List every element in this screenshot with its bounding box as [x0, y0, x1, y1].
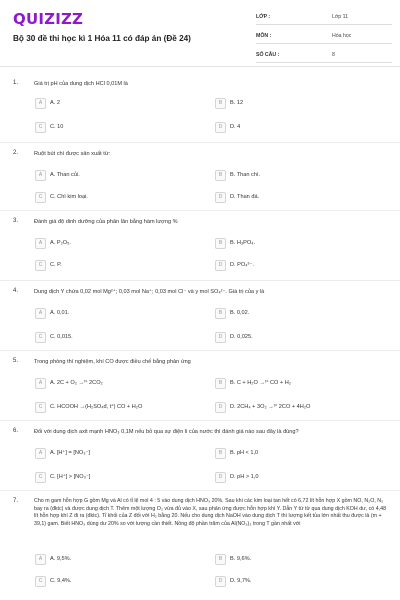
question-text: Đối với dung dịch axit mạnh HNO₃ 0,1M nếu bỏ qua sự điện li của nước thì đánh giá nào sau đây là đúng?: [34, 429, 299, 435]
option-text: C. 0,015.: [50, 334, 73, 340]
option-a[interactable]: [35, 446, 200, 460]
option-c[interactable]: [35, 400, 200, 414]
option-letter-badge: D: [215, 260, 226, 271]
option-text: B. 12: [230, 100, 244, 106]
option-b[interactable]: [215, 376, 380, 390]
option-d[interactable]: [215, 258, 380, 272]
option-letter-badge: B: [215, 170, 226, 181]
option-text: D. Than đá.: [230, 194, 260, 200]
option-b[interactable]: [215, 552, 380, 566]
option-c[interactable]: [35, 330, 200, 344]
option-d[interactable]: [215, 470, 380, 484]
page-title: Bộ 30 đề thi học kì 1 Hóa 11 có đáp án (Đề 24): [13, 34, 191, 43]
question-divider: [0, 350, 400, 351]
option-text: D. 9,7%.: [230, 578, 252, 584]
question-divider: [0, 210, 400, 211]
meta-row-class: [256, 11, 392, 25]
option-a[interactable]: [35, 552, 200, 566]
option-text: A. Than củi.: [50, 172, 80, 178]
option-text: B. pH < 1,0: [230, 450, 259, 456]
option-text: D. 0,025.: [230, 334, 253, 340]
question-number: 7.: [13, 498, 19, 504]
option-text: D. 2CH₄ + 3O₂ →ᵗ° 2CO + 4H₂O: [230, 404, 311, 410]
option-text: B. 9,6%.: [230, 556, 252, 562]
question-divider: [0, 490, 400, 491]
option-letter-badge: C: [35, 402, 46, 413]
question-text: Ruột bút chì được sản xuất từ:: [34, 151, 111, 157]
option-text: C. Chì kim loại.: [50, 194, 88, 200]
option-letter-badge: D: [215, 472, 226, 483]
option-letter-badge: C: [35, 192, 46, 203]
question-text: Trong phòng thí nghiệm, khí CO được điều chế bằng phản ứng: [34, 359, 191, 365]
option-text: A. P₂O₅.: [50, 240, 71, 246]
question-text: Dung dịch Y chứa 0,02 mol Mg²⁺; 0,03 mol Na⁺; 0,03 mol Cl⁻ và y mol SO₄²⁻. Giá trị của y là: [34, 289, 265, 295]
meta-label: LỚP :: [256, 14, 271, 20]
option-letter-badge: C: [35, 332, 46, 343]
option-text: B. H₃PO₄.: [230, 240, 256, 246]
option-b[interactable]: [215, 446, 380, 460]
option-letter-badge: B: [215, 308, 226, 319]
question-number: 1.: [13, 80, 19, 86]
option-letter-badge: D: [215, 122, 226, 133]
option-letter-badge: A: [35, 448, 46, 459]
option-a[interactable]: [35, 96, 200, 110]
question-divider: [0, 420, 400, 421]
question-number: 4.: [13, 288, 19, 294]
option-text: D. PO₄³⁻.: [230, 262, 254, 268]
option-text: D. 4: [230, 124, 241, 130]
option-letter-badge: A: [35, 238, 46, 249]
option-d[interactable]: [215, 400, 380, 414]
option-letter-badge: A: [35, 170, 46, 181]
meta-row-count: [256, 49, 392, 63]
option-b[interactable]: [215, 168, 380, 182]
option-text: A. 2C + O₂ →ᵗ° 2CO₂: [50, 380, 103, 386]
quizizz-logo: QUIZIZZ: [13, 10, 84, 28]
option-letter-badge: C: [35, 472, 46, 483]
option-d[interactable]: [215, 120, 380, 134]
option-letter-badge: D: [215, 192, 226, 203]
option-letter-badge: D: [215, 402, 226, 413]
option-text: C. 10: [50, 124, 64, 130]
option-letter-badge: D: [215, 576, 226, 587]
option-a[interactable]: [35, 376, 200, 390]
meta-value: 8: [332, 52, 335, 58]
option-letter-badge: B: [215, 378, 226, 389]
option-letter-badge: B: [215, 554, 226, 565]
option-text: A. 2: [50, 100, 60, 106]
option-text: A. 9,5%.: [50, 556, 72, 562]
option-letter-badge: B: [215, 98, 226, 109]
option-letter-badge: A: [35, 98, 46, 109]
option-text: D. pH > 1,0: [230, 474, 259, 480]
header: [0, 0, 400, 66]
option-text: B. 0,02.: [230, 310, 250, 316]
option-c[interactable]: [35, 574, 200, 588]
option-b[interactable]: [215, 96, 380, 110]
question-number: 5.: [13, 358, 19, 364]
option-a[interactable]: [35, 306, 200, 320]
meta-label: SỐ CÂU :: [256, 52, 280, 58]
option-text: A. [H⁺] = [NO₃⁻]: [50, 450, 91, 456]
option-text: C. [H⁺] > [NO₃⁻]: [50, 474, 91, 480]
question-text: Cho m gam hỗn hợp G gồm Mg và Al có tỉ lệ mol 4 : 5 vào dung dịch HNO₃ 20%. Sau khi các kim loại tan hết có 6,72 lít hỗn hợp X gồm NO, N₂O, N₂ bay ra (đktc) và được dung dịch T. Thêm một lượng O₂ vừa đủ vào X, sau phản ứng được hỗn hợp khí Y. Dẫn Y từ từ qua dung dịch KOH dư, có 4,48 lít hỗn hợp khí Z đi ra (đktc). Tỉ khối của Z đối với H₂ bằng 20. Nếu cho dung dịch NaOH vào dung dịch T thì lượng kết tủa lớn nhất thu được là (m + 39,1) gam. Biết HNO₃ dùng dư 20% so với lượng cần thiết. Nồng độ phần trăm của Al(NO₃)₃ trong T gần nhất với: [34, 498, 387, 527]
meta-label: MÔN :: [256, 33, 272, 39]
option-letter-badge: B: [215, 448, 226, 459]
question-divider: [0, 142, 400, 143]
option-letter-badge: B: [215, 238, 226, 249]
meta-value: Hóa học: [332, 33, 352, 39]
option-text: C. P.: [50, 262, 62, 268]
option-text: C. HCOOH →(H₂SO₄đ, t°) CO + H₂O: [50, 404, 143, 410]
option-a[interactable]: [35, 168, 200, 182]
option-letter-badge: D: [215, 332, 226, 343]
option-text: B. C + H₂O →ᵗ° CO + H₂: [230, 380, 291, 386]
option-a[interactable]: [35, 236, 200, 250]
option-letter-badge: A: [35, 378, 46, 389]
question-text: Đánh giá độ dinh dưỡng của phân lân bằng hàm lượng %: [34, 219, 178, 225]
option-letter-badge: C: [35, 576, 46, 587]
meta-value: Lớp 11: [332, 14, 348, 20]
question-number: 6.: [13, 428, 19, 434]
option-letter-badge: A: [35, 554, 46, 565]
header-divider: [0, 66, 400, 67]
meta-panel: [256, 11, 392, 68]
option-letter-badge: C: [35, 122, 46, 133]
option-d[interactable]: [215, 330, 380, 344]
question-divider: [0, 280, 400, 281]
option-d[interactable]: [215, 574, 380, 588]
option-c[interactable]: [35, 258, 200, 272]
question-text: Giá trị pH của dung dịch HCl 0,01M là: [34, 81, 128, 87]
option-c[interactable]: [35, 470, 200, 484]
option-b[interactable]: [215, 236, 380, 250]
question-number: 3.: [13, 218, 19, 224]
option-letter-badge: C: [35, 260, 46, 271]
option-text: C. 9,4%.: [50, 578, 72, 584]
option-c[interactable]: [35, 120, 200, 134]
option-d[interactable]: [215, 190, 380, 204]
option-b[interactable]: [215, 306, 380, 320]
option-text: A. 0,01.: [50, 310, 70, 316]
option-letter-badge: A: [35, 308, 46, 319]
meta-row-subject: [256, 30, 392, 44]
question-number: 2.: [13, 150, 19, 156]
option-text: B. Than chì.: [230, 172, 261, 178]
option-c[interactable]: [35, 190, 200, 204]
